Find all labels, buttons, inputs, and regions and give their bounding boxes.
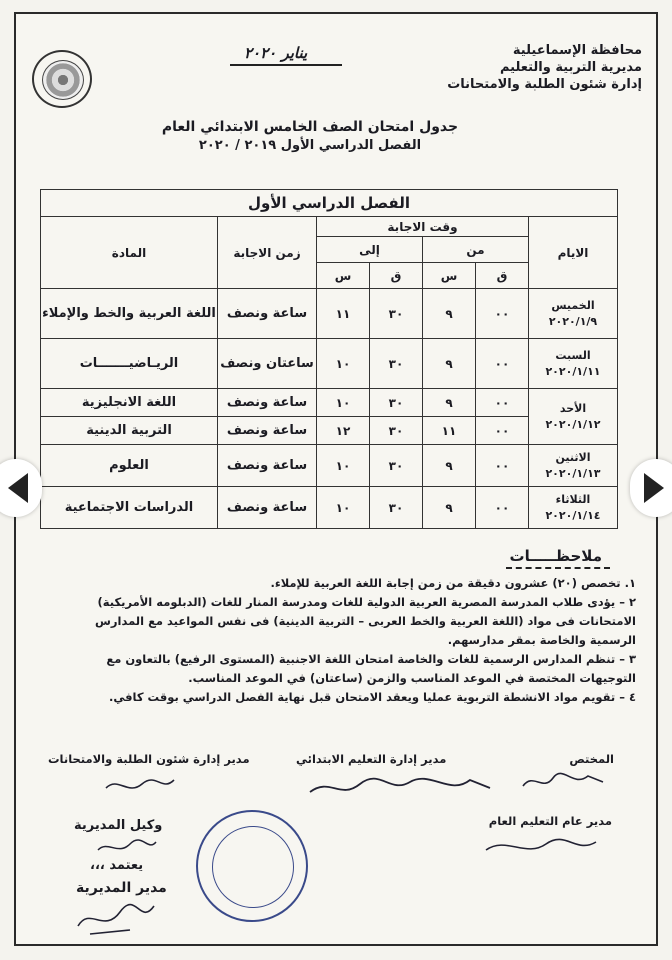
note-item: ٢ – يؤدى طلاب المدرسة المصرية العربية الدولية للغات ومدرسة المنار للغات (الدبلومه الأمريكية) الامتحانات فى مواد (اللغة العربية والخط العربى – التربية الدينية) فى نفس المواعيد مع المدارس الرسمية والخاصة بمقر مدارسهم. [95, 595, 636, 647]
official-stamp-icon [196, 810, 308, 922]
day-name: السبت [555, 348, 591, 362]
sig-students-director-title: مدير إدارة شئون الطلبة والامتحانات [48, 752, 250, 766]
date-underline [230, 64, 342, 66]
from-minutes: ٠٠ [476, 487, 529, 529]
duration: ساعة ونصف [218, 417, 317, 445]
to-minutes: ٣٠ [370, 445, 423, 487]
header-from-hours: س [423, 263, 476, 289]
authority-line-3: إدارة شئون الطلبة والامتحانات [447, 77, 642, 92]
deputy-signature-icon [92, 836, 162, 858]
notes-underline [506, 567, 610, 569]
note-item: ١. تخصص (٢٠) عشرون دقيقة من زمن إجابة اللغة العربية للإملاء. [270, 576, 636, 590]
to-hours: ١٠ [317, 445, 370, 487]
day-cell [529, 445, 618, 487]
notes-heading: ملاحظـــــات [509, 547, 602, 565]
day-name: الثلاثاء [555, 492, 591, 506]
day-cell [529, 339, 618, 389]
from-minutes: ٠٠ [476, 289, 529, 339]
from-minutes: ٠٠ [476, 339, 529, 389]
header-to-hours: س [317, 263, 370, 289]
duration: ساعة ونصف [218, 289, 317, 339]
day-cell [529, 289, 618, 339]
header-duration: زمن الاجابة [218, 217, 317, 289]
header-to: إلى [317, 237, 423, 263]
general-director-signature-icon [476, 832, 606, 862]
day-date: ٢٠٢٠/١/١٢ [545, 417, 601, 431]
from-hours: ٩ [423, 339, 476, 389]
from-hours: ٩ [423, 389, 476, 417]
header-subject: المادة [41, 217, 218, 289]
table-row [41, 389, 618, 417]
sig-directorate-head-title: مدير المديرية [76, 880, 167, 896]
to-hours: ١٠ [317, 389, 370, 417]
from-hours: ٩ [423, 289, 476, 339]
authority-line-1: محافظة الإسماعيلية [512, 43, 642, 58]
directorate-head-signature-icon [70, 896, 160, 940]
header-to-minutes: ق [370, 263, 423, 289]
duration: ساعة ونصف [218, 445, 317, 487]
from-hours: ٩ [423, 445, 476, 487]
chevron-left-icon [8, 473, 28, 503]
sig-approved-label: يعتمد ،،، [90, 858, 144, 873]
page-title: جدول امتحان الصف الخامس الابتدائي العام [161, 119, 459, 135]
next-image-button[interactable] [630, 459, 672, 517]
from-hours: ١١ [423, 417, 476, 445]
authority-line-2: مديرية التربية والتعليم [499, 60, 642, 75]
subject: العلوم [41, 445, 218, 487]
document-date: يناير ٢٠٢٠ [244, 44, 308, 62]
ministry-logo [32, 50, 92, 108]
duration: ساعتان ونصف [218, 339, 317, 389]
to-minutes: ٣٠ [370, 339, 423, 389]
stamp-eagle-icon [212, 826, 294, 908]
primary-director-signature-icon [300, 772, 500, 802]
from-minutes: ٠٠ [476, 417, 529, 445]
students-director-signature-icon [100, 774, 180, 798]
header-from-minutes: ق [476, 263, 529, 289]
to-hours: ١٢ [317, 417, 370, 445]
logo-emblem-icon [42, 60, 84, 100]
to-hours: ١١ [317, 289, 370, 339]
to-minutes: ٣٠ [370, 389, 423, 417]
day-date: ٢٠٢٠/١/١١ [545, 364, 601, 378]
to-hours: ١٠ [317, 339, 370, 389]
page-subtitle: الفصل الدراسي الأول ٢٠١٩ / ٢٠٢٠ [198, 138, 422, 153]
to-minutes: ٣٠ [370, 487, 423, 529]
duration: ساعة ونصف [218, 389, 317, 417]
to-hours: ١٠ [317, 487, 370, 529]
day-date: ٢٠٢٠/١/٩ [548, 314, 598, 328]
specialist-signature-icon [518, 768, 608, 794]
from-hours: ٩ [423, 487, 476, 529]
subject: الدراسات الاجتماعية [41, 487, 218, 529]
subject: التربية الدينية [41, 417, 218, 445]
from-minutes: ٠٠ [476, 389, 529, 417]
table-row [41, 339, 618, 389]
notes-list [46, 574, 636, 707]
day-name: الأحد [559, 401, 587, 415]
header-days: الايام [529, 217, 618, 289]
day-name: الخميس [551, 298, 595, 312]
to-minutes: ٣٠ [370, 289, 423, 339]
day-cell [529, 389, 618, 445]
sig-general-director-title: مدير عام التعليم العام [488, 814, 612, 828]
subject: اللغة الانجليزية [41, 389, 218, 417]
to-minutes: ٣٠ [370, 417, 423, 445]
table-row [41, 445, 618, 487]
day-date: ٢٠٢٠/١/١٣ [545, 466, 601, 480]
chevron-right-icon [644, 473, 664, 503]
table-row [41, 487, 618, 529]
note-item: ٣ – تنظم المدارس الرسمية للغات والخاصة امتحان اللغة الاجنبية (المستوى الرفيع) بالتعاون مع التوجيهات المختصة في الموعد المناسب والزمن (ساعتان) في الموعد المناسب. [106, 652, 636, 685]
duration: ساعة ونصف [218, 487, 317, 529]
sig-deputy-title: وكيل المديرية [74, 818, 163, 833]
issuing-authority [442, 42, 642, 93]
from-minutes: ٠٠ [476, 445, 529, 487]
semester-heading: الفصل الدراسي الأول [41, 190, 618, 217]
note-item: ٤ – تقويم مواد الانشطة التربوية عمليا ويعقد الامتحان قبل نهاية الفصل الدراسي بوقت كافي. [109, 690, 636, 704]
subject: اللغة العربية والخط والإملاء [41, 289, 218, 339]
exam-schedule-table [40, 189, 618, 529]
sig-specialist-title: المختص [569, 752, 614, 766]
subject: الريـاضيـــــــات [41, 339, 218, 389]
day-name: الاثنين [555, 450, 591, 464]
header-from: من [423, 237, 529, 263]
sig-primary-director-title: مدير إدارة التعليم الابتدائي [296, 752, 447, 766]
day-cell [529, 487, 618, 529]
table-row [41, 289, 618, 339]
header-answer-time: وقت الاجابة [317, 217, 529, 237]
day-date: ٢٠٢٠/١/١٤ [545, 508, 601, 522]
